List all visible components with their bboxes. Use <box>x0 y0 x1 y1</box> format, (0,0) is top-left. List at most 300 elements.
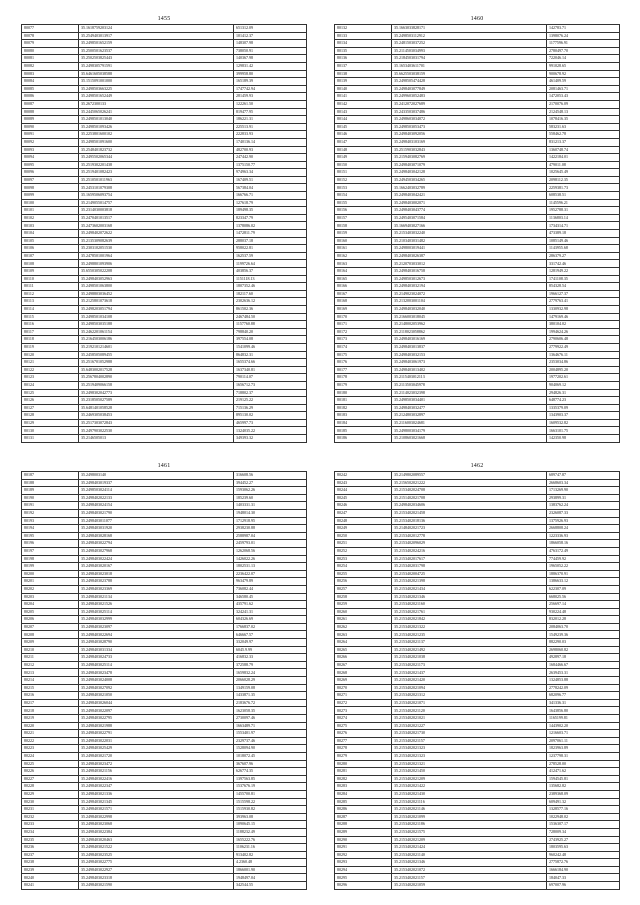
timestamp-cell: 35.2519401082423 <box>79 169 234 177</box>
row-id-cell: 80119 <box>22 343 79 351</box>
timestamp-cell: 35.2153402021186 <box>392 821 547 829</box>
table-row <box>335 669 620 677</box>
timestamp-cell: 35.2116003024681 <box>392 419 547 427</box>
table-row <box>22 397 307 405</box>
timestamp-cell: 35.2498403027968 <box>79 547 234 555</box>
table-row <box>22 768 307 776</box>
table-row <box>22 684 307 692</box>
timestamp-cell: 35.2498403032153 <box>392 351 547 359</box>
value-cell: 1360748.74 <box>547 146 620 154</box>
timestamp-cell: 35.2498403103169 <box>392 138 547 146</box>
table-row <box>335 47 620 55</box>
timestamp-cell: 35.2516701052988 <box>79 359 234 367</box>
table-row <box>22 722 307 730</box>
value-cell: 1807352.46 <box>234 283 307 291</box>
table-row <box>22 313 307 321</box>
row-id-cell: 80095 <box>22 161 79 169</box>
value-cell: 1734314.71 <box>547 222 620 230</box>
value-cell: 1151118.13 <box>234 275 307 283</box>
row-id-cell: 80164 <box>335 268 392 276</box>
table-row <box>22 547 307 555</box>
row-id-cell: 80145 <box>335 123 392 131</box>
value-cell: 1397563.85 <box>234 775 307 783</box>
table-row <box>335 123 620 131</box>
timestamp-cell: 35.2153402021492 <box>392 646 547 654</box>
value-cell: 689747.87 <box>547 472 620 480</box>
value-cell: 1383762.24 <box>547 502 620 510</box>
row-id-cell: 80243 <box>335 479 392 487</box>
value-cell: 2938230.88 <box>234 525 307 533</box>
value-cell: 1747742.94 <box>234 85 307 93</box>
table-row <box>335 639 620 647</box>
timestamp-cell: 35.2498402072622 <box>79 230 234 238</box>
table-row <box>22 563 307 571</box>
row-id-cell: 80182 <box>335 404 392 412</box>
table-row <box>335 593 620 601</box>
table-row <box>22 882 307 890</box>
row-id-cell: 80170 <box>335 313 392 321</box>
table-block-bottom-right <box>334 462 620 890</box>
timestamp-cell: 35.2498501013040 <box>79 116 234 124</box>
value-cell: 2329737.46 <box>234 737 307 745</box>
table-row <box>335 313 620 321</box>
value-cell: 1364676.11 <box>547 351 620 359</box>
row-id-cell: 80240 <box>22 874 79 882</box>
value-cell: 608538.51 <box>547 192 620 200</box>
table-row <box>22 661 307 669</box>
value-cell: 140367.98 <box>234 55 307 63</box>
timestamp-cell: 35.6483002017528 <box>79 366 234 374</box>
value-cell: 380104.02 <box>547 321 620 329</box>
row-id-cell: 80123 <box>22 374 79 382</box>
table-row <box>22 359 307 367</box>
table-row <box>335 563 620 571</box>
value-cell: 1659832.24 <box>234 669 307 677</box>
timestamp-cell: 35.2494503034265 <box>392 176 547 184</box>
value-cell: 492897.18 <box>547 654 620 662</box>
row-id-cell: 80136 <box>335 55 392 63</box>
value-cell: 1655222.76 <box>234 836 307 844</box>
table-row <box>335 336 620 344</box>
value-cell: 342544.55 <box>234 882 307 890</box>
table-row <box>22 783 307 791</box>
timestamp-cell: 35.2153402021398 <box>392 578 547 586</box>
row-id-cell: 80280 <box>335 760 392 768</box>
value-cell: 148307.98 <box>234 40 307 48</box>
timestamp-cell: 35.2495502065344 <box>79 154 234 162</box>
value-cell: 1948497.04 <box>234 874 307 882</box>
timestamp-cell: 35.2153402021321 <box>392 760 547 768</box>
value-cell: 135682.82 <box>547 783 620 791</box>
value-cell: 1684466.67 <box>547 661 620 669</box>
row-id-cell: 80237 <box>22 851 79 859</box>
table-row <box>22 381 307 389</box>
value-cell: 186221.31 <box>234 116 307 124</box>
table-row <box>22 487 307 495</box>
value-cell: 774459.92 <box>547 555 620 563</box>
table-row <box>335 374 620 382</box>
value-cell: 1966127.37 <box>547 290 620 298</box>
timestamp-cell: 35.2153402096029 <box>392 540 547 548</box>
table-row <box>335 866 620 874</box>
value-cell: 1802531.13 <box>234 563 307 571</box>
table-row <box>335 509 620 517</box>
value-cell: 736082.44 <box>234 585 307 593</box>
timestamp-cell: 35.2498403022384 <box>79 828 234 836</box>
row-id-cell: 80094 <box>22 154 79 162</box>
data-table <box>334 24 620 443</box>
value-cell: 2459793.01 <box>234 540 307 548</box>
table-row <box>22 654 307 662</box>
table-row <box>22 154 307 162</box>
timestamp-cell: 35.2253801600102 <box>79 131 234 139</box>
row-id-cell: 80265 <box>335 646 392 654</box>
value-cell: 1349159.08 <box>234 684 307 692</box>
row-id-cell: 80140 <box>335 85 392 93</box>
value-cell: 465997.73 <box>234 419 307 427</box>
timestamp-cell: 35.2192101214601 <box>79 343 234 351</box>
value-cell: 715136.29 <box>234 404 307 412</box>
row-id-cell: 80131 <box>22 435 79 443</box>
row-id-cell: 80127 <box>22 404 79 412</box>
row-id-cell: 80242 <box>335 472 392 480</box>
value-cell: 122261.50 <box>234 100 307 108</box>
table-row <box>335 692 620 700</box>
row-id-cell: 80118 <box>22 336 79 344</box>
row-id-cell: 80261 <box>335 616 392 624</box>
row-id-cell: 80093 <box>22 146 79 154</box>
value-cell: 1199726.64 <box>234 260 307 268</box>
table-row <box>335 699 620 707</box>
row-id-cell: 80108 <box>22 260 79 268</box>
value-cell: 668025.56 <box>547 593 620 601</box>
table-row <box>22 389 307 397</box>
table-row <box>335 328 620 336</box>
value-cell: 346580.45 <box>234 593 307 601</box>
table-row <box>335 813 620 821</box>
row-id-cell: 80275 <box>335 722 392 730</box>
timestamp-cell: 35.2153402021761 <box>392 608 547 616</box>
value-cell: 2097061.11 <box>547 737 620 745</box>
timestamp-cell: 35.2153402031798 <box>392 563 547 571</box>
table-block-bottom-left <box>21 462 307 890</box>
value-cell: 722046.14 <box>547 55 620 63</box>
timestamp-cell: 35.2498501652159 <box>79 40 234 48</box>
timestamp-cell: 35.2153402021424 <box>392 844 547 852</box>
value-cell: 1656712.73 <box>234 381 307 389</box>
table-row <box>335 131 620 139</box>
row-id-cell: 80096 <box>22 169 79 177</box>
timestamp-cell: 35.6550305022208 <box>79 268 234 276</box>
row-id-cell: 80172 <box>335 328 392 336</box>
table-row <box>22 570 307 578</box>
table-row <box>22 631 307 639</box>
row-id-cell: 80211 <box>22 654 79 662</box>
timestamp-cell: 35.2498503053473 <box>392 123 547 131</box>
table-row <box>335 252 620 260</box>
table-row <box>335 283 620 291</box>
value-cell: 1443902.20 <box>547 722 620 730</box>
row-id-cell: 80138 <box>335 70 392 78</box>
timestamp-cell: 35.2481503037252 <box>392 40 547 48</box>
timestamp-cell: 35.2498403026387 <box>392 252 547 260</box>
value-cell: 2668808.24 <box>547 525 620 533</box>
timestamp-cell: 35.2498403021345 <box>79 798 234 806</box>
value-cell: 2588987.04 <box>234 532 307 540</box>
timestamp-cell: 35.2498403021156 <box>79 768 234 776</box>
value-cell: 1157760.88 <box>234 321 307 329</box>
table-row <box>22 328 307 336</box>
table-row <box>335 502 620 510</box>
timestamp-cell: 35.2498503024114 <box>79 487 234 495</box>
timestamp-cell: 35.2498302042773 <box>79 389 234 397</box>
row-id-cell: 80107 <box>22 252 79 260</box>
timestamp-cell: 35.2153402021450 <box>392 768 547 776</box>
table-row <box>22 230 307 238</box>
table-row <box>22 836 307 844</box>
row-id-cell: 80177 <box>335 366 392 374</box>
table-row <box>335 290 620 298</box>
table-row <box>22 715 307 723</box>
timestamp-cell: 35.2498503035188 <box>79 321 234 329</box>
table-row <box>335 631 620 639</box>
row-id-cell: 80232 <box>22 813 79 821</box>
table-row <box>22 78 307 86</box>
timestamp-cell: 35.1653403611701 <box>392 62 547 70</box>
value-cell: 1022948.02 <box>547 813 620 821</box>
row-id-cell: 80233 <box>22 821 79 829</box>
row-id-cell: 80109 <box>22 268 79 276</box>
timestamp-cell: 35.2498403023068 <box>79 821 234 829</box>
value-cell: 222833.93 <box>234 131 307 139</box>
row-id-cell: 80180 <box>335 389 392 397</box>
table-row <box>22 351 307 359</box>
table-row <box>335 32 620 40</box>
timestamp-cell: 35.2153402021458 <box>392 509 547 517</box>
row-id-cell: 80274 <box>335 715 392 723</box>
value-cell: 1536307.17 <box>547 821 620 829</box>
value-cell: 1018072.45 <box>234 752 307 760</box>
table-row <box>22 275 307 283</box>
timestamp-cell: 35.2498403022097 <box>79 707 234 715</box>
timestamp-cell: 35.2498305791591 <box>79 62 234 70</box>
row-id-cell: 80249 <box>335 525 392 533</box>
timestamp-cell: 35.2498403028168 <box>79 532 234 540</box>
value-cell: 646667.57 <box>234 631 307 639</box>
row-id-cell: 80224 <box>22 752 79 760</box>
table-row <box>335 108 620 116</box>
timestamp-cell: 35.2498503034401 <box>392 397 547 405</box>
timestamp-cell: 35.2498503012673 <box>392 275 547 283</box>
value-cell: 1553401.97 <box>234 730 307 738</box>
table-row <box>335 70 620 78</box>
timestamp-cell: 35.2498403024154 <box>79 502 234 510</box>
row-id-cell: 80150 <box>335 161 392 169</box>
table-row <box>335 707 620 715</box>
timestamp-cell: 35.6625503038159 <box>392 70 547 78</box>
timestamp-cell: 35.2166003018045 <box>392 313 547 321</box>
timestamp-cell: 35.2153402024708 <box>392 487 547 495</box>
timestamp-cell: 35.2153402021323 <box>392 752 547 760</box>
row-id-cell: 80089 <box>22 116 79 124</box>
row-id-cell: 80223 <box>22 745 79 753</box>
table-row <box>335 532 620 540</box>
value-cell: 567384.04 <box>234 184 307 192</box>
timestamp-cell: 35.2498403023472 <box>79 760 234 768</box>
value-cell: 1223336.93 <box>547 532 620 540</box>
value-cell: 293899.31 <box>547 494 620 502</box>
timestamp-cell: 35.2498403052963 <box>79 275 234 283</box>
value-cell: 349393.32 <box>234 435 307 443</box>
table-row <box>22 131 307 139</box>
table-row <box>22 116 307 124</box>
timestamp-cell: 35.2498501034108 <box>79 313 234 321</box>
row-id-cell: 80185 <box>335 427 392 435</box>
row-id-cell: 80220 <box>22 722 79 730</box>
row-id-cell: 80142 <box>335 100 392 108</box>
value-cell: 651312.09 <box>234 25 307 33</box>
value-cell: 1515598.22 <box>234 798 307 806</box>
row-id-cell: 80134 <box>335 40 392 48</box>
data-table <box>21 471 307 890</box>
timestamp-cell: 35.2672300133 <box>79 100 234 108</box>
table-row <box>22 669 307 677</box>
table-row <box>335 479 620 487</box>
timestamp-cell: 35.2498403023525 <box>79 851 234 859</box>
row-id-cell: 80141 <box>335 93 392 101</box>
table-row <box>335 737 620 745</box>
timestamp-cell: 35.2153402021116 <box>392 798 547 806</box>
row-id-cell: 80291 <box>335 844 392 852</box>
timestamp-cell: 35.2153402021422 <box>392 783 547 791</box>
timestamp-cell: 35.2132003001104 <box>392 298 547 306</box>
row-id-cell: 80230 <box>22 798 79 806</box>
timestamp-cell: 35.2478501001964 <box>79 252 234 260</box>
timestamp-cell: 35.2498003140 <box>79 472 234 480</box>
value-cell: 1741108.35 <box>547 275 620 283</box>
table-row <box>335 116 620 124</box>
table-row <box>335 184 620 192</box>
value-cell: 682096.77 <box>547 692 620 700</box>
timestamp-cell: 35.2519302201438 <box>79 161 234 169</box>
value-cell: 278528.00 <box>547 760 620 768</box>
value-cell: 1609532.82 <box>547 419 620 427</box>
row-id-cell: 80266 <box>335 654 392 662</box>
value-cell: 1386633.12 <box>547 578 620 586</box>
value-cell: 332049.97 <box>234 639 307 647</box>
table-row <box>335 472 620 480</box>
timestamp-cell: 35.2498403022791 <box>79 730 234 738</box>
value-cell: 1594545.81 <box>547 775 620 783</box>
row-id-cell: 80116 <box>22 321 79 329</box>
table-row <box>22 283 307 291</box>
value-cell: 626774.35 <box>234 768 307 776</box>
table-row <box>22 207 307 215</box>
table-row <box>22 260 307 268</box>
row-id-cell: 80158 <box>335 222 392 230</box>
timestamp-cell: 35.2156502021222 <box>392 479 547 487</box>
value-cell: 162537.59 <box>234 252 307 260</box>
table-row <box>335 608 620 616</box>
row-id-cell: 80120 <box>22 351 79 359</box>
table-row <box>22 585 307 593</box>
row-id-cell: 80203 <box>22 593 79 601</box>
row-id-cell: 80110 <box>22 275 79 283</box>
table-row <box>22 737 307 745</box>
value-cell: 1740136.14 <box>234 138 307 146</box>
timestamp-cell: 35.2498501093426 <box>79 123 234 131</box>
row-id-cell: 80194 <box>22 525 79 533</box>
row-id-cell: 80098 <box>22 184 79 192</box>
table-row <box>22 268 307 276</box>
value-cell: 558462.78 <box>547 131 620 139</box>
timestamp-cell: 35.2519409066158 <box>79 381 234 389</box>
timestamp-cell: 35.1669403027166 <box>392 222 547 230</box>
timestamp-cell: 35.2135309082639 <box>79 237 234 245</box>
table-row <box>335 836 620 844</box>
timestamp-cell: 35.2164503006186 <box>79 336 234 344</box>
timestamp-cell: 35.2498403016758 <box>392 268 547 276</box>
value-cell: 367607.96 <box>234 760 307 768</box>
value-cell: 1663101.75 <box>547 427 620 435</box>
table-row <box>22 707 307 715</box>
row-id-cell: 80206 <box>22 616 79 624</box>
table-row <box>335 790 620 798</box>
row-id-cell: 80077 <box>22 25 79 33</box>
table-row <box>22 176 307 184</box>
timestamp-cell: 35.2153402021235 <box>392 631 547 639</box>
value-cell: 482700.93 <box>234 146 307 154</box>
value-cell: 895130.02 <box>234 412 307 420</box>
row-id-cell: 80081 <box>22 55 79 63</box>
timestamp-cell: 35.2103403031482 <box>392 237 547 245</box>
table-row <box>22 70 307 78</box>
value-cell: 167409.51 <box>234 176 307 184</box>
table-row <box>22 298 307 306</box>
row-id-cell: 80225 <box>22 760 79 768</box>
row-id-cell: 80231 <box>22 806 79 814</box>
table-row <box>22 336 307 344</box>
value-cell: 1335379.09 <box>547 404 620 412</box>
timestamp-cell: 35.2498501091600 <box>79 138 234 146</box>
value-cell: 1472811.79 <box>234 230 307 238</box>
table-row <box>335 78 620 86</box>
table-row <box>22 509 307 517</box>
table-row <box>335 343 620 351</box>
value-cell: 900678.92 <box>547 70 620 78</box>
value-cell: 1866058.16 <box>547 540 620 548</box>
table-row <box>335 578 620 586</box>
table-row <box>335 93 620 101</box>
timestamp-cell: 35.2498403021050 <box>79 692 234 700</box>
timestamp-cell: 35.2498403019337 <box>79 479 234 487</box>
row-id-cell: 80229 <box>22 790 79 798</box>
value-cell: 1472053.43 <box>547 93 620 101</box>
timestamp-cell: 35.2153402021071 <box>392 699 547 707</box>
timestamp-cell: 35.2153403032240 <box>392 230 547 238</box>
table-row <box>335 419 620 427</box>
row-id-cell: 80262 <box>335 623 392 631</box>
table-title: 1461 <box>157 463 171 469</box>
value-cell: 219125.22 <box>234 397 307 405</box>
timestamp-cell: 35.2153402021094 <box>392 684 547 692</box>
row-id-cell: 80212 <box>22 661 79 669</box>
table-row <box>335 351 620 359</box>
value-cell: 1188232.49 <box>234 828 307 836</box>
row-id-cell: 80162 <box>335 252 392 260</box>
value-cell: 1948014.30 <box>234 509 307 517</box>
table-row <box>335 25 620 33</box>
